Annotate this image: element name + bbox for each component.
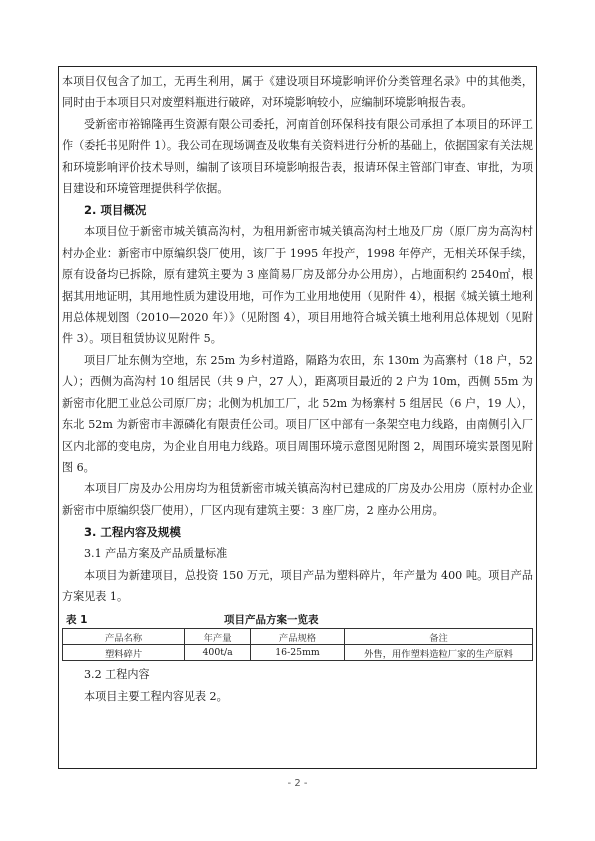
content-frame — [58, 66, 537, 769]
document-body — [62, 71, 533, 707]
table-cell: 塑料碎片 — [63, 645, 185, 661]
heading-engineering-content: 3. 工程内容及规模 — [84, 525, 181, 540]
paragraph-surroundings: 项目厂址东侧为空地，东 25m 为乡村道路，隔路为农田，东 130m 为高寨村（18 户，52 人）；西侧为高沟村 10 组居民（共 9 户，27 人），距离项目最近的 2 户为 10m，西侧 55m 为新密市化肥工业总公司原厂房；北侧为机加工厂，北 52m 为杨寨村 5 组居民（6 户，19 人），东北 52m 为新密市丰源磷化有限责任公司。项目厂区中部有一条架空电力线路，由南侧引入厂区内北部的变电房，为企业自用电力线路。项目周围环境示意图见附图 2，周围环境实景图见附图 6。 — [62, 353, 533, 474]
paragraph-engineering: 本项目主要工程内容见表 2。 — [84, 689, 228, 703]
table-header-row — [63, 629, 533, 645]
table-header-cell: 产品名称 — [63, 629, 185, 645]
table-cell: 外售，用作塑料造粒厂家的生产原料 — [344, 645, 532, 661]
table-header-cell: 备注 — [344, 629, 532, 645]
table-cell: 16-25mm — [250, 645, 344, 661]
table-title: 项目产品方案一览表 — [224, 614, 319, 627]
product-table — [62, 628, 533, 661]
paragraph-commission: 受新密市裕锦隆再生资源有限公司委托，河南首创环保科技有限公司承担了本项目的环评工作（委托书见附件 1）。我公司在现场调查及收集有关资料进行分析的基础上，依据国家有关法规和环境影响评价技术导则，编制了该项目环境影响报告表，报请环保主管部门审查、审批，为项目建设和环境管理提供科学依据。 — [62, 117, 533, 196]
table-row — [63, 645, 533, 661]
subheading-product-plan: 3.1 产品方案及产品质量标准 — [84, 547, 228, 561]
paragraph-location: 本项目位于新密市城关镇高沟村，为租用新密市城关镇高沟村土地及厂房（原厂房为高沟村村办企业：新密市中原编织袋厂使用，该厂于 1995 年投产，1998 年停产，无相关环保手续，原有设备均已拆除，原有建筑主要为 3 座简易厂房及部分办公用房），占地面积约 2540㎡，根据其用地证明，其用地性质为建设用地，可作为工业用地使用（见附件 4），根据《城关镇土地利用总体规划图（2010—2020 年）》（见附图 4），项目用地符合城关镇土地利用总体规划（见附件 3）。项目租赁协议见附件 5。 — [62, 225, 533, 346]
page-number: - 2 - — [287, 778, 308, 789]
paragraph-buildings: 本项目厂房及办公用房均为租赁新密市城关镇高沟村已建成的厂房及办公用房（原村办企业新密市中原编织袋厂使用），厂区内现有建筑主要：3 座厂房，2 座办公用房。 — [62, 482, 533, 517]
paragraph-classification: 本项目仅包含了加工，无再生利用，属于《建设项目环境影响评价分类管理名录》中的其他类，同时由于本项目只对废塑料瓶进行破碎，对环境影响较小，应编制环境影响报告表。 — [62, 75, 533, 110]
subheading-engineering: 3.2 工程内容 — [84, 668, 150, 682]
table-header-cell: 产品规格 — [250, 629, 344, 645]
table-number: 表 1 — [66, 614, 88, 627]
table-caption — [62, 613, 533, 627]
table-header-cell: 年产量 — [185, 629, 251, 645]
paragraph-product: 本项目为新建项目，总投资 150 万元，项目产品为塑料碎片，年产量为 400 吨。项目产品方案见表 1。 — [62, 568, 533, 603]
heading-project-overview: 2. 项目概况 — [84, 203, 147, 218]
table-cell: 400t/a — [185, 645, 251, 661]
